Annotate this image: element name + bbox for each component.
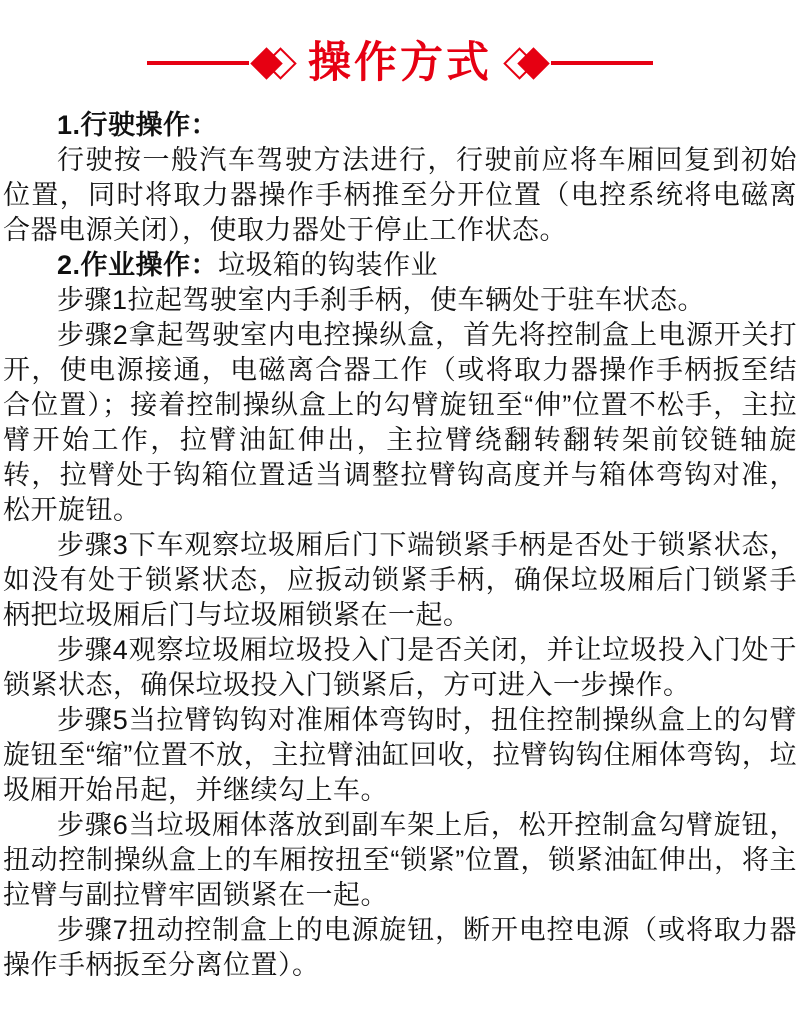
step-5-paragraph: 步骤5当拉臂钩钩对准厢体弯钩时，扭住控制操纵盒上的勾臂旋钮至“缩”位置不放，主拉臂油缸回收，拉臂钩钩住厢体弯钩，垃圾厢开始吊起，并继续勾上车。 xyxy=(3,705,797,805)
step-7-paragraph: 步骤7扭动控制盒上的电源旋钮，断开电控电源（或将取力器操作手柄扳至分离位置）。 xyxy=(3,915,797,980)
document-body xyxy=(0,108,800,983)
step-2-paragraph: 步骤2拿起驾驶室内电控操纵盒，首先将控制盒上电源开关打开，使电源接通，电磁离合器工作（或将取力器操作手柄扳至结合位置）；接着控制操纵盒上的勾臂旋钮至“伸”位置不松手，主拉臂开始工作，拉臂油缸伸出，主拉臂绕翻转翻转架前铰链轴旋转，拉臂处于钩箱位置适当调整拉臂钩高度并与箱体弯钩对准，松开旋钮。 xyxy=(3,320,797,525)
document-page xyxy=(0,34,800,1034)
step-1-paragraph: 步骤1拉起驾驶室内手刹手柄，使车辆处于驻车状态。 xyxy=(57,285,706,315)
section-1-paragraph: 行驶按一般汽车驾驶方法进行，行驶前应将车厢回复到初始位置，同时将取力器操作手柄推至分开位置（电控系统将电磁离合器电源关闭），使取力器处于停止工作状态。 xyxy=(3,145,797,245)
step-6-paragraph: 步骤6当垃圾厢体落放到副车架上后，松开控制盒勾臂旋钮，扭动控制操纵盒上的车厢按扭至“锁紧”位置，锁紧油缸伸出，将主拉臂与副拉臂牢固锁紧在一起。 xyxy=(3,810,797,910)
diamond-decoration-right xyxy=(508,52,545,75)
step-3-paragraph: 步骤3下车观察垃圾厢后门下端锁紧手柄是否处于锁紧状态，如没有处于锁紧状态，应扳动锁紧手柄，确保垃圾厢后门锁紧手柄把垃圾厢后门与垃圾厢锁紧在一起。 xyxy=(3,530,797,630)
section-2-heading xyxy=(3,248,797,283)
section-1-heading-label: 1.行驶操作： xyxy=(57,110,219,140)
section-2-heading-suffix: 垃圾箱的钩装作业 xyxy=(218,250,439,280)
section-title-banner xyxy=(0,34,800,92)
section-1-heading xyxy=(3,108,797,143)
header-line-left xyxy=(147,61,249,65)
page-title: 操作方式 xyxy=(308,38,492,87)
diamond-decoration-left xyxy=(255,52,292,75)
section-2-heading-label: 2.作业操作： xyxy=(57,250,219,280)
step-4-paragraph: 步骤4观察垃圾厢垃圾投入门是否关闭，并让垃圾投入门处于锁紧状态，确保垃圾投入门锁紧后，方可进入一步操作。 xyxy=(3,635,797,700)
header-line-right xyxy=(551,61,653,65)
